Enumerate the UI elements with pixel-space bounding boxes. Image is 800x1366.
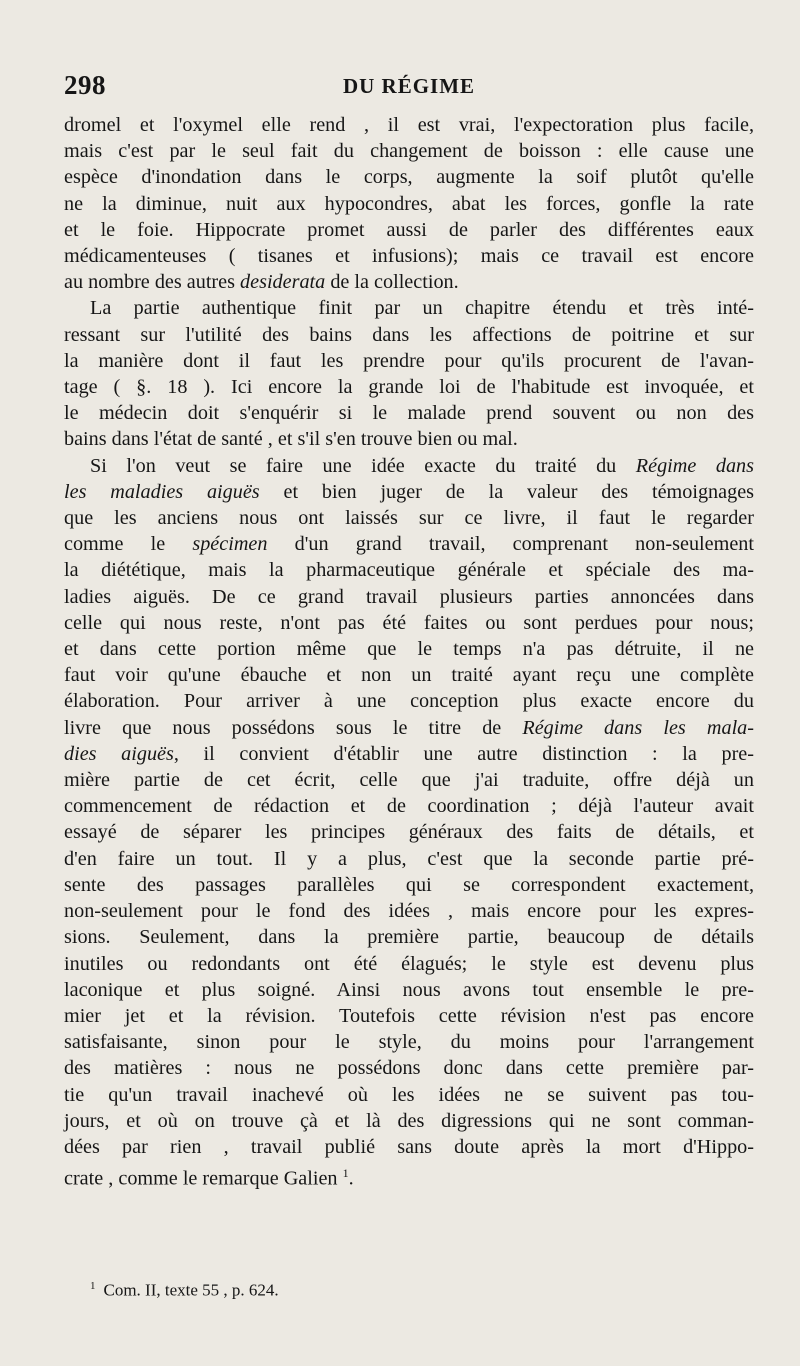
text-line [64,505,754,531]
text-line [64,1108,754,1134]
running-title: DU RÉGIME [342,74,476,98]
text-line [64,767,754,793]
text-line [64,584,754,610]
italic-text: Régime dans [635,454,754,477]
text-line [64,1055,754,1081]
text-run: sions. Seulement, dans la première partie, beaucoup de détails [64,926,754,949]
text-run: le médecin doit s'enquérir si le malade prend souvent ou non des [64,402,754,425]
page-header [64,70,754,110]
text-run: jours, et où on trouve çà et là des digressions qui ne sont comman- [64,1109,754,1132]
text-run: Si l'on veut se faire une idée exacte du traité du [90,454,636,477]
text-run: La partie authentique finit par un chapitre étendu et très inté- [90,297,754,320]
text-run: de la collection. [325,271,459,294]
text-line [64,138,754,164]
text-line [64,951,754,977]
text-line [64,846,754,872]
text-line [64,243,754,269]
body-text [64,112,754,1192]
footnote-reference: 1 [342,1166,349,1181]
italic-text: dies aiguës [64,742,174,765]
text-run: élaboration. Pour arriver à une conception plus exacte encore du [64,690,754,713]
text-run: et le foie. Hippocrate promet aussi de parler des différentes eaux [64,218,754,241]
text-line [64,1134,754,1160]
text-line [64,191,754,217]
paragraph [64,112,754,295]
text-run: d'en faire un tout. Il y a plus, c'est que la seconde partie pré- [64,847,754,870]
text-line [64,898,754,924]
text-run: dromel et l'oxymel elle rend , il est vrai, l'expectoration plus facile, [64,114,754,136]
italic-text: spécimen [192,533,268,556]
text-run: mière partie de cet écrit, celle que j'ai traduite, offre déjà un [64,769,754,792]
paragraph [64,295,754,452]
text-line [64,872,754,898]
footnote [90,1275,750,1302]
italic-text: les maladies aiguës [64,480,260,503]
text-line [64,662,754,688]
text-line [64,1003,754,1029]
text-run: des matières : nous ne possédons donc dans cette première par- [64,1057,754,1080]
text-run: faut voir qu'une ébauche et non un traité ayant reçu une complète [64,664,754,687]
text-line [64,1029,754,1055]
text-run: inutiles ou redondants ont été élagués; le style est devenu plus [64,952,754,975]
text-line [64,531,754,557]
text-run: tage ( §. 18 ). Ici encore la grande loi de l'habitude est invoquée, et [64,376,754,399]
text-run: espèce d'inondation dans le corps, augmente la soif plutôt qu'elle [64,166,754,189]
text-run: bains dans l'état de santé , et s'il s'en trouve bien ou mal. [64,428,518,451]
text-run: ne la diminue, nuit aux hypocondres, abat les forces, gonfle la rate [64,192,754,215]
text-line [64,217,754,243]
text-line [64,479,754,505]
text-run: ladies aiguës. De ce grand travail plusieurs parties annoncées dans [64,585,754,608]
text-line [64,112,754,138]
text-run: , il convient d'établir une autre distinction : la pre- [173,742,754,765]
text-run: sente des passages parallèles qui se correspondent exactement, [64,873,754,896]
text-line [64,688,754,714]
text-run: ressant sur l'utilité des bains dans les affections de poitrine et sur [64,323,754,346]
text-line [64,793,754,819]
text-run: crate , comme le remarque Galien [64,1167,343,1190]
text-line [64,741,754,767]
text-line [64,400,754,426]
text-line [64,453,754,479]
text-run: . [348,1167,354,1190]
text-line [64,1160,754,1192]
text-run: la manière dont il faut les prendre pour qu'ils procurent de l'avan- [64,349,754,372]
footnote-mark: 1 [90,1280,96,1292]
text-run: et bien juger de la valeur des témoignages [259,480,755,503]
text-run: tie qu'un travail inachevé où les idées ne se suivent pas tou- [64,1083,754,1106]
text-line [64,322,754,348]
text-run: livre que nous possédons sous le titre de [64,716,523,739]
italic-text: desiderata [240,271,326,294]
text-run: au nombre des autres [64,271,241,294]
text-line [64,426,754,452]
text-line [64,636,754,662]
text-line [64,295,754,321]
text-line [64,1082,754,1108]
text-line [64,977,754,1003]
text-run: et dans cette portion même que le temps n'a pas détruite, il ne [64,638,754,661]
text-run: essayé de séparer les principes généraux des faits de détails, et [64,821,754,844]
text-run: d'un grand travail, comprenant non-seulement [267,533,754,556]
text-run: médicamenteuses ( tisanes et infusions); mais ce travail est encore [64,245,754,268]
text-line [64,924,754,950]
page-number: 298 [64,70,106,100]
text-run: satisfaisante, sinon pour le style, du moins pour l'arrangement [64,1031,754,1054]
text-run: comme le [64,533,193,556]
text-line [64,164,754,190]
text-run: que les anciens nous ont laissés sur ce livre, il faut le regarder [64,507,754,530]
text-line [64,269,754,295]
text-run: celle qui nous reste, n'ont pas été faites ou sont perdues pour nous; [64,611,754,634]
text-run: mier jet et la révision. Toutefois cette révision n'est pas encore [64,1004,754,1027]
text-line [64,610,754,636]
text-run: la diététique, mais la pharmaceutique générale et spéciale des ma- [64,559,754,582]
text-run: laconique et plus soigné. Ainsi nous avons tout ensemble le pre- [64,978,754,1001]
footnote-text: Com. II, texte 55 , p. 624. [103,1280,279,1300]
italic-text: Régime dans les mala- [522,716,754,739]
text-run: mais c'est par le seul fait du changement de boisson : elle cause une [64,140,754,163]
paragraph [64,453,754,1192]
text-line [64,715,754,741]
text-line [64,348,754,374]
text-run: commencement de rédaction et de coordination ; déjà l'auteur avait [64,795,754,818]
text-line [64,819,754,845]
text-line [64,557,754,583]
text-run: dées par rien , travail publié sans doute après la mort d'Hippo- [64,1135,754,1158]
text-line [64,374,754,400]
text-run: non-seulement pour le fond des idées , mais encore pour les expres- [64,900,754,923]
